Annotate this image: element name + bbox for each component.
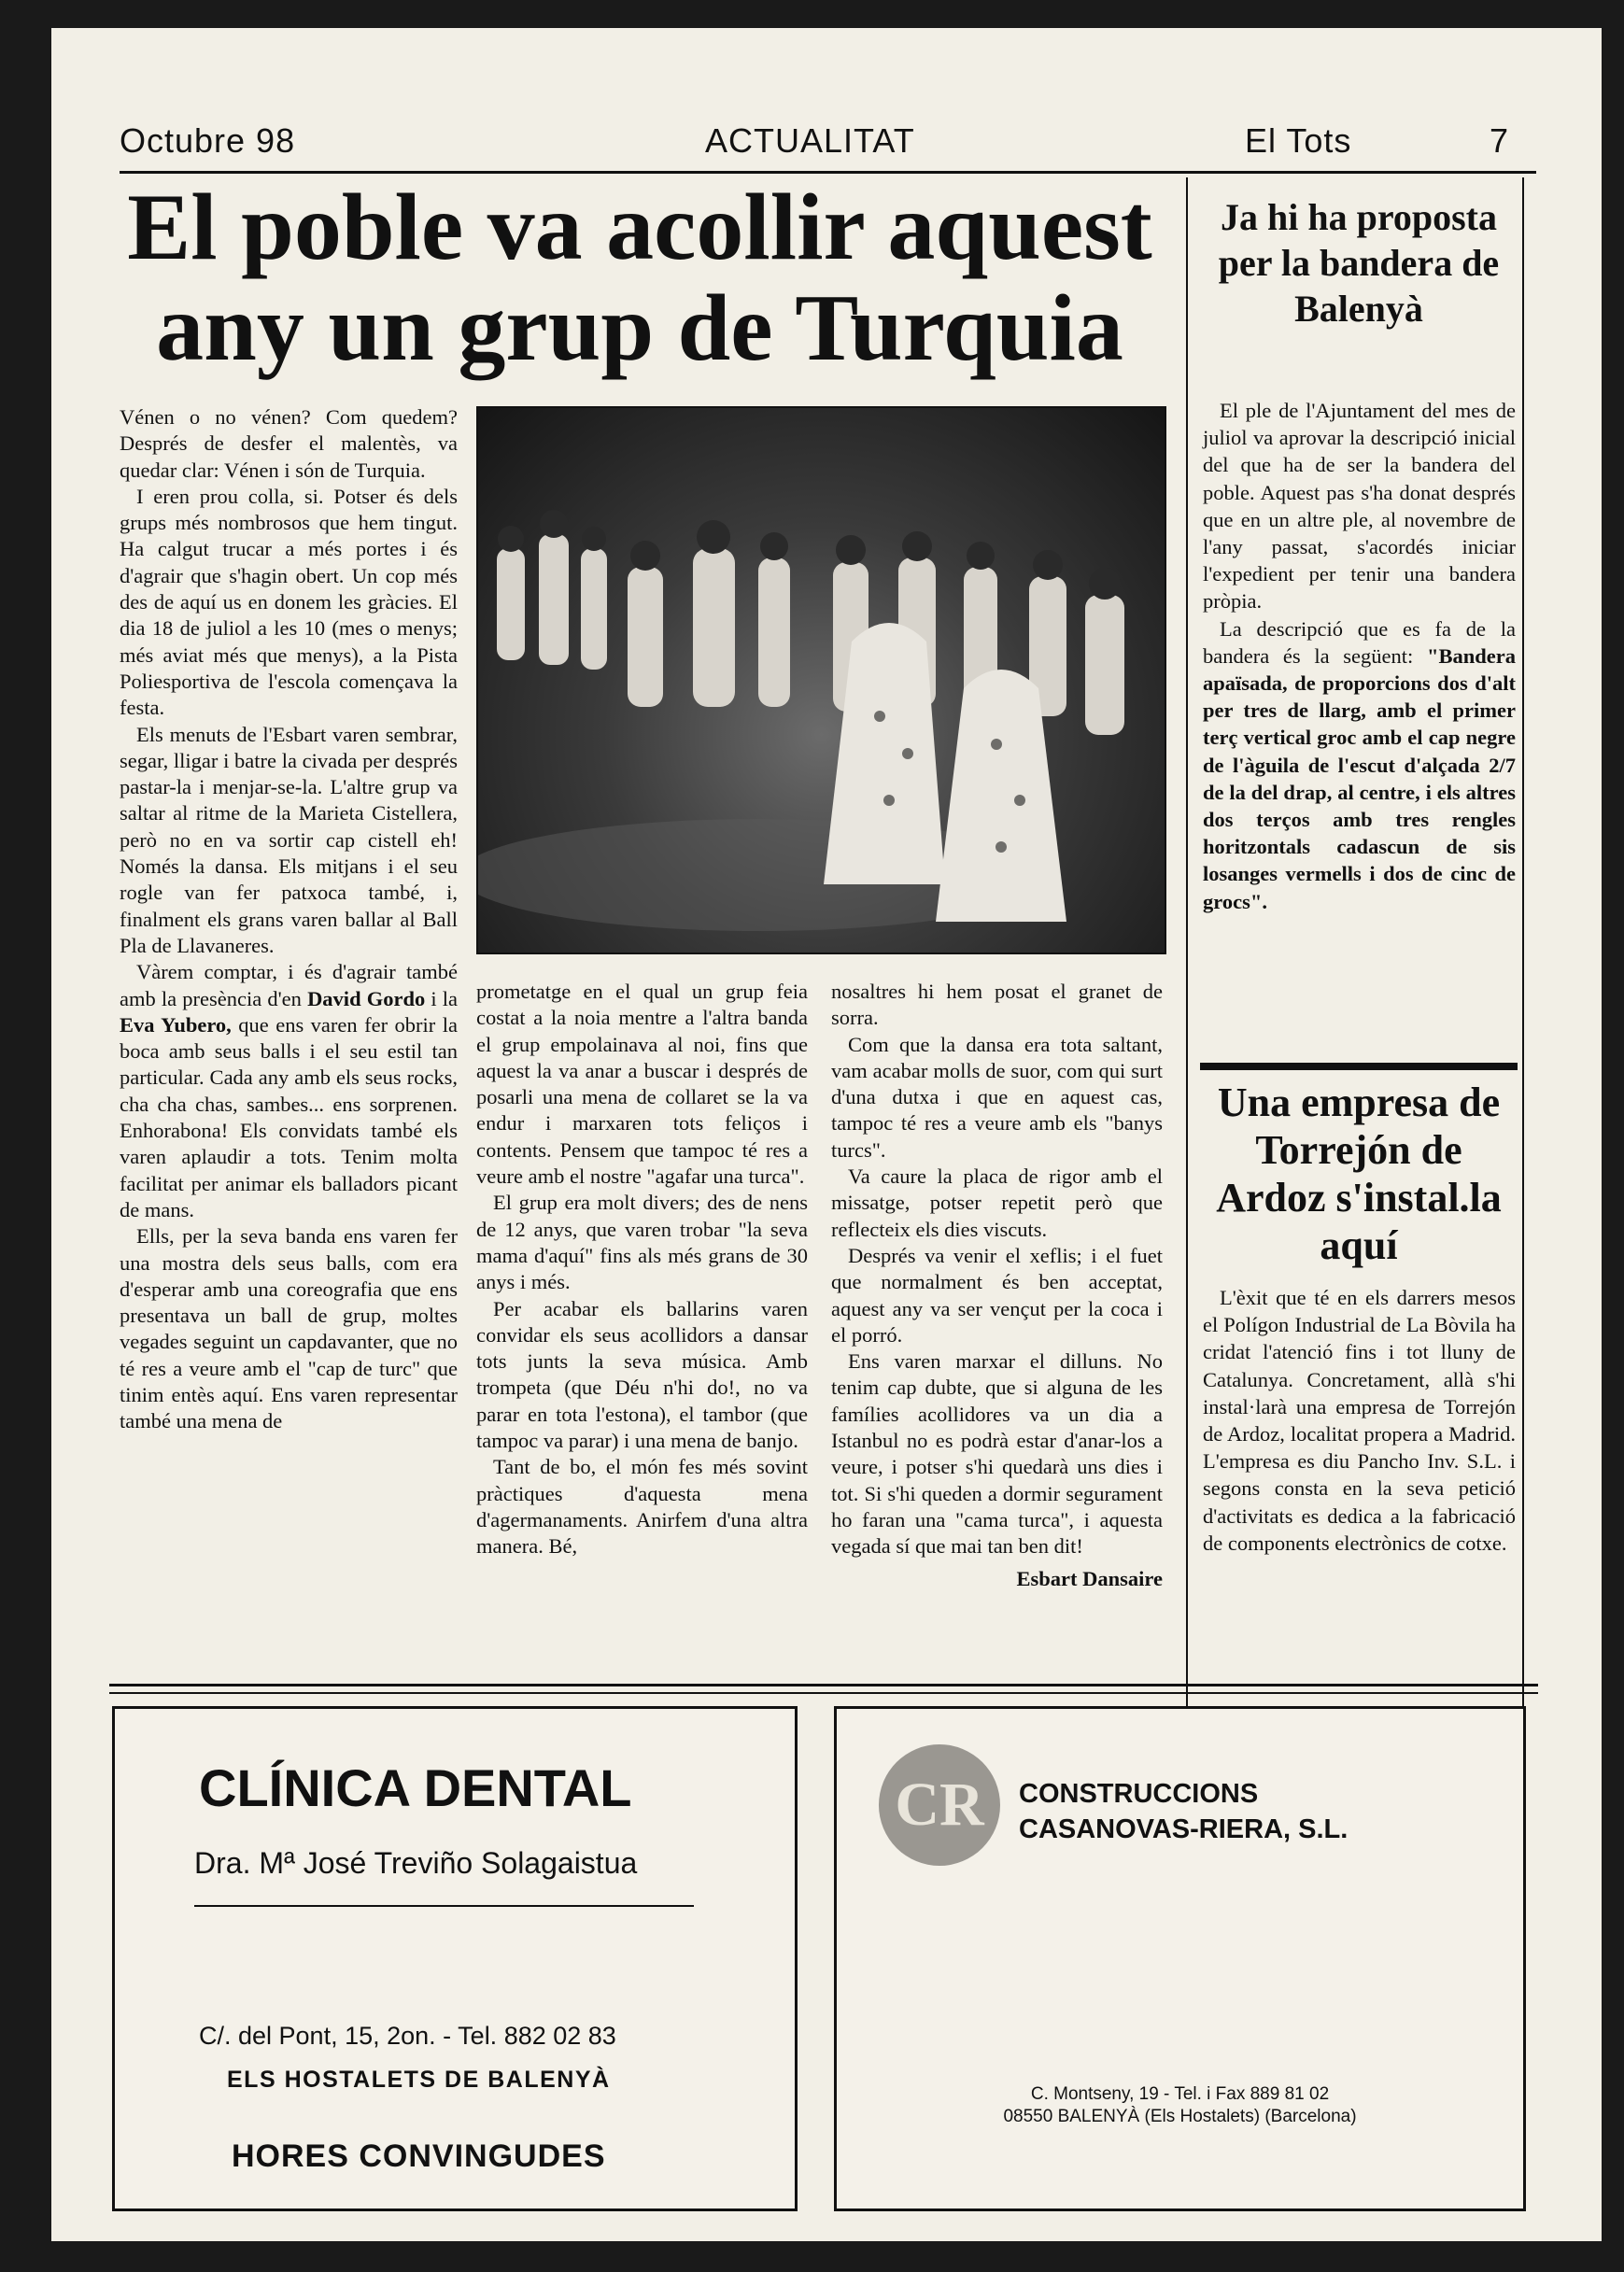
article-column-1 [120,404,458,1435]
company-address-line-2: 08550 BALENYÀ (Els Hostalets) (Barcelona) [1003,2107,1357,2126]
flag-description: "Bandera apaïsada, de proporcions dos d'alt per tres de llarg, amb el primer terç vertical groc amb el cap negre de l'àguila de l'escut d'alçada 2/7 de la del drap, al centre, i els altres dos terços amb tres rengles horitzontals cadascun de sis losanges vermells i dos de cinc de grocs". [1203,643,1517,913]
sidebar-headline-flag: Ja hi ha proposta per la bandera de Balenyà [1218,196,1500,330]
paragraph: Vàrem comptar, i és d'agrair també amb la presència d'en David Gordo i la Eva Yubero, que ens varen fer obrir la boca amb seus balls i el seu estil tan particular. Cada any amb els seus rocks, cha cha chas, sambes... ens sorprenen. Enhorabona! Els convidats també els varen aplaudir a tots. Tenim molta facilitat per animar els balladors picant de mans. [120,960,459,1221]
footer-rule-bottom [109,1692,1538,1694]
section-title: ACTUALITAT [705,121,915,160]
article-signature: Esbart Dansaire [1016,1566,1163,1590]
ad-divider [194,1905,694,1907]
paragraph: Després va venir el xeflis; i el fuet que normalment és ben acceptat, aquest any va ser vençut per la coca i el porró. [831,1243,1163,1347]
paragraph: I eren prou colla, si. Potser és dels grups més nombrosos que hem tingut. Ha calgut trucar a més portes i és d'agrair que s'hagin obert. Un cop més des de aquí us en donem les gràcies. El dia 18 de juliol a les 10 (mes o menys; més aviat més que menys), a la Pista Poliesportiva de l'escola començava la festa. [120,484,458,720]
ad-hours: HORES CONVINGUDES [232,2138,606,2174]
paragraph: El ple de l'Ajuntament del mes de juliol va aprovar la descripció inicial del que ha de ser la bandera del poble. Aquest pas s'ha donat després que en un altre ple, al novembre de l'any passat, s'acordés iniciar l'expedient per tenir una bandera pròpia. [1203,399,1516,614]
dental-clinic-ad [112,1706,798,2211]
article-photo [476,406,1166,954]
company-name-line-1: CONSTRUCCIONS [1019,1779,1259,1809]
bold-name: David Gordo [307,986,426,1010]
sidebar-flag-text [1203,397,1516,915]
right-page-edge-rule [1522,177,1524,1784]
ad-title: CLÍNICA DENTAL [199,1758,632,1817]
dancers-photo-graphic [478,408,1165,953]
article-column-3 [831,979,1163,1592]
newspaper-page [51,28,1602,2241]
paragraph: Tant de bo, el món fes més sovint pràctiques d'aquesta mena d'agermanaments. Anirfem d'una altra manera. Bé, [476,1455,808,1559]
sidebar-divider [1200,1063,1518,1070]
ad-doctor-name: Dra. Mª José Treviño Solagaistua [194,1846,638,1880]
paragraph: prometatge en el qual un grup feia costat a la noia mentre a l'altra banda el grup empolainava al noi, fins que aquest la va anar a buscar i després de posarli una mena de collaret se la va endur i marxaren tots feliços i contents. Pensem que tampoc té res a veure amb el nostre "agafar una turca". [476,980,808,1189]
main-headline [107,177,1172,379]
paragraph: La descripció que es fa de la bandera és la següent: "Bandera apaïsada, de proporcions dos d'alt per tres de llarg, amb el primer terç vertical groc amb el cap negre de l'àguila de l'escut d'alçada 2/7 de la del drap, al centre, i els altres dos terços amb tres rengles horitzontals cadascun de sis losanges vermells i dos de cinc de grocs". [1203,616,1517,913]
paragraph: Els menuts de l'Esbart varen sembrar, segar, lligar i batre la civada per després pastar-la i menjar-se-la. L'altre grup va saltar al ritme de la Marieta Cistellera, però no en va sortir cap cistell eh! Només la dansa. Els mitjans i el seu rogle van fer patxoca també, i, finalment els grans varen ballar al Ball Pla de Llavaneres. [120,722,458,957]
sidebar-headline-company: Una empresa de Torrejón de Ardoz s'instal.la aquí [1216,1080,1502,1268]
sidebar-company-text [1203,1284,1516,1557]
paragraph: El grup era molt divers; des de nens de 12 anys, que varen trobar "la seva mama d'aquí" fins als més grans de 30 anys i més. [476,1191,808,1294]
company-name-line-2: CASANOVAS-RIERA, S.L. [1019,1814,1349,1844]
column-divider [1186,177,1188,1784]
paragraph: Ens varen marxar el dilluns. No tenim cap dubte, que si alguna de les famílies acollidores va un dia a Istanbul no es podrà estar d'anar-los a veure, i potser s'hi quedarà uns dies i tot. Si s'hi queden a dormir segurament ho faran una "cama turca", i aquesta vegada sí que mai tan ben dit! [831,1349,1163,1559]
ad-town: ELS HOSTALETS DE BALENYÀ [227,2067,611,2093]
paragraph: nosaltres hi hem posat el granet de sorra. [831,980,1163,1030]
ad-address: C/. del Pont, 15, 2on. - Tel. 882 02 83 [199,2022,616,2050]
headline-line-2: any un grup de Turquia [156,275,1123,381]
logo-letters: CR [895,1771,984,1839]
company-address-line-1: C. Montseny, 19 - Tel. i Fax 889 81 02 [1030,2084,1330,2104]
paragraph: Vénen o no vénen? Com quedem? Després de desfer el malentès, va quedar clar: Vénen i són de Turquia. [120,405,458,482]
paragraph: Com que la dansa era tota saltant, vam acabar molls de suor, com qui surt d'una dutxa i que en aquest cas, tampoc té res a veure amb els "banys turcs". [831,1032,1163,1162]
issue-date: Octubre 98 [120,121,296,160]
construction-company-ad [834,1706,1526,2211]
paragraph: Ells, per la seva banda ens varen fer una mostra dels seus balls, com era d'esperar amb una coreografia que ens presentava un ball de grup, moltes vegades seguint un capdavanter, que no té res a veure amb el "cap de turc" que tinim entès aquí. Ens varen representar també una mena de [120,1224,458,1433]
company-logo [879,1744,1000,1866]
headline-line-1: El poble va acollir aquest [127,175,1152,280]
paragraph: L'èxit que té en els darrers mesos el Polígon Industrial de La Bòvila ha cridat l'atenció fins i tot lluny de Catalunya. Concretament, allà s'hi instal·larà una empresa de Torrejón de Ardoz, localitat propera a Madrid. L'empresa es diu Pancho Inv. S.L. i segons consta en la seva petició d'activitats es dedica a la fabricació de components electrònics de cotxe. [1203,1286,1516,1555]
header-rule [120,171,1536,174]
bold-name: Eva Yubero, [120,1012,232,1037]
paragraph: Per acabar els ballarins varen convidar els seus acollidors a dansar tots junts la seva música. Amb trompeta (que Déu n'hi do!, no va parar en tota l'estona), el tambor (que tampoc va parar) i una mena de banjo. [476,1296,808,1453]
footer-rule-top [109,1684,1538,1686]
publication-name: El Tots [1245,121,1352,160]
page-number: 7 [1490,121,1510,160]
paragraph: Va caure la placa de rigor amb el missatge, potser repetit però que reflecteix els dies viscuts. [831,1164,1163,1241]
article-column-2 [476,979,808,1560]
